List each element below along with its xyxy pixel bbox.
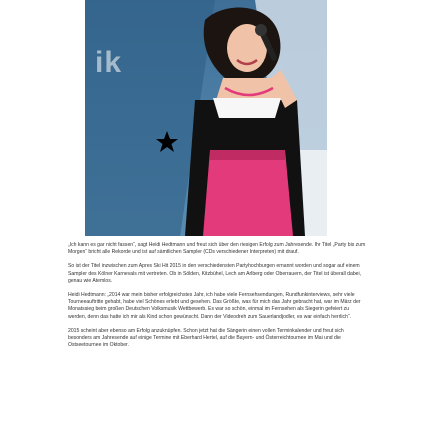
article-paragraph: Heidi Hedtmann: „2014 war mein bisher erfolgreichstes Jahr, ich habe viele Fernsehsendungen, Rundfunkinterviews, sehr viele Tourneeauftritte gehabt, habe viel Schönes erlebt und gesehen. Das Größte, was für mich das Jahr gebracht hat, war im März der Monatssieg beim großen Deutschen Volksmusik Wettbewerb. Es war so schön, einmal im Fernsehen als Siegerin gefeiert zu werden, denn das hatte ich mir als Kind schon gewünscht. Dann der Videodreh zum Sauerlandjodler, es war einfach herrlich“. xyxy=(68,292,361,320)
article-paragraph: So ist der Titel inzwischen zum Apres Ski Hit 2015 in den verschiedensten Partyhochburgen ernannt worden und sogar auf einem Sampler des Kölner Karnevals mit vertreten. Ob in Sölden, Kitzbühel, Lech am Arlberg oder Oberrauern, der Titel ist überall dabei, genau wie Atemlos. xyxy=(68,263,362,284)
backdrop-lettering: ik xyxy=(95,46,123,79)
singer-figure xyxy=(85,0,327,236)
article-paragraph: 2015 scheint aber ebenso am Erfolg anzuknüpfen. Schon jetzt hat die Sängerin einen vollen Terminkalender und freut sich besonders am Jahresende auf einige Termine mit Eberhard Hertel, auf die Bayern- und Österreichtournee im Mai und die Ostseetournee im Oktober. xyxy=(68,327,344,349)
article-body xyxy=(68,242,368,356)
star-icon xyxy=(155,130,179,154)
article-paragraph: „Ich kann es gar nicht fassen“, sagt Heidi Hedtmann und freut sich über den riesigen Erfolg zum Jahresende. Ihr Titel „Party bis zum Morgen“ bricht alle Rekorde und ist auf sämtlichen Sampler (CDs verschiedener Interpreten) mit drauf. xyxy=(68,242,366,256)
article-photo xyxy=(85,0,327,236)
